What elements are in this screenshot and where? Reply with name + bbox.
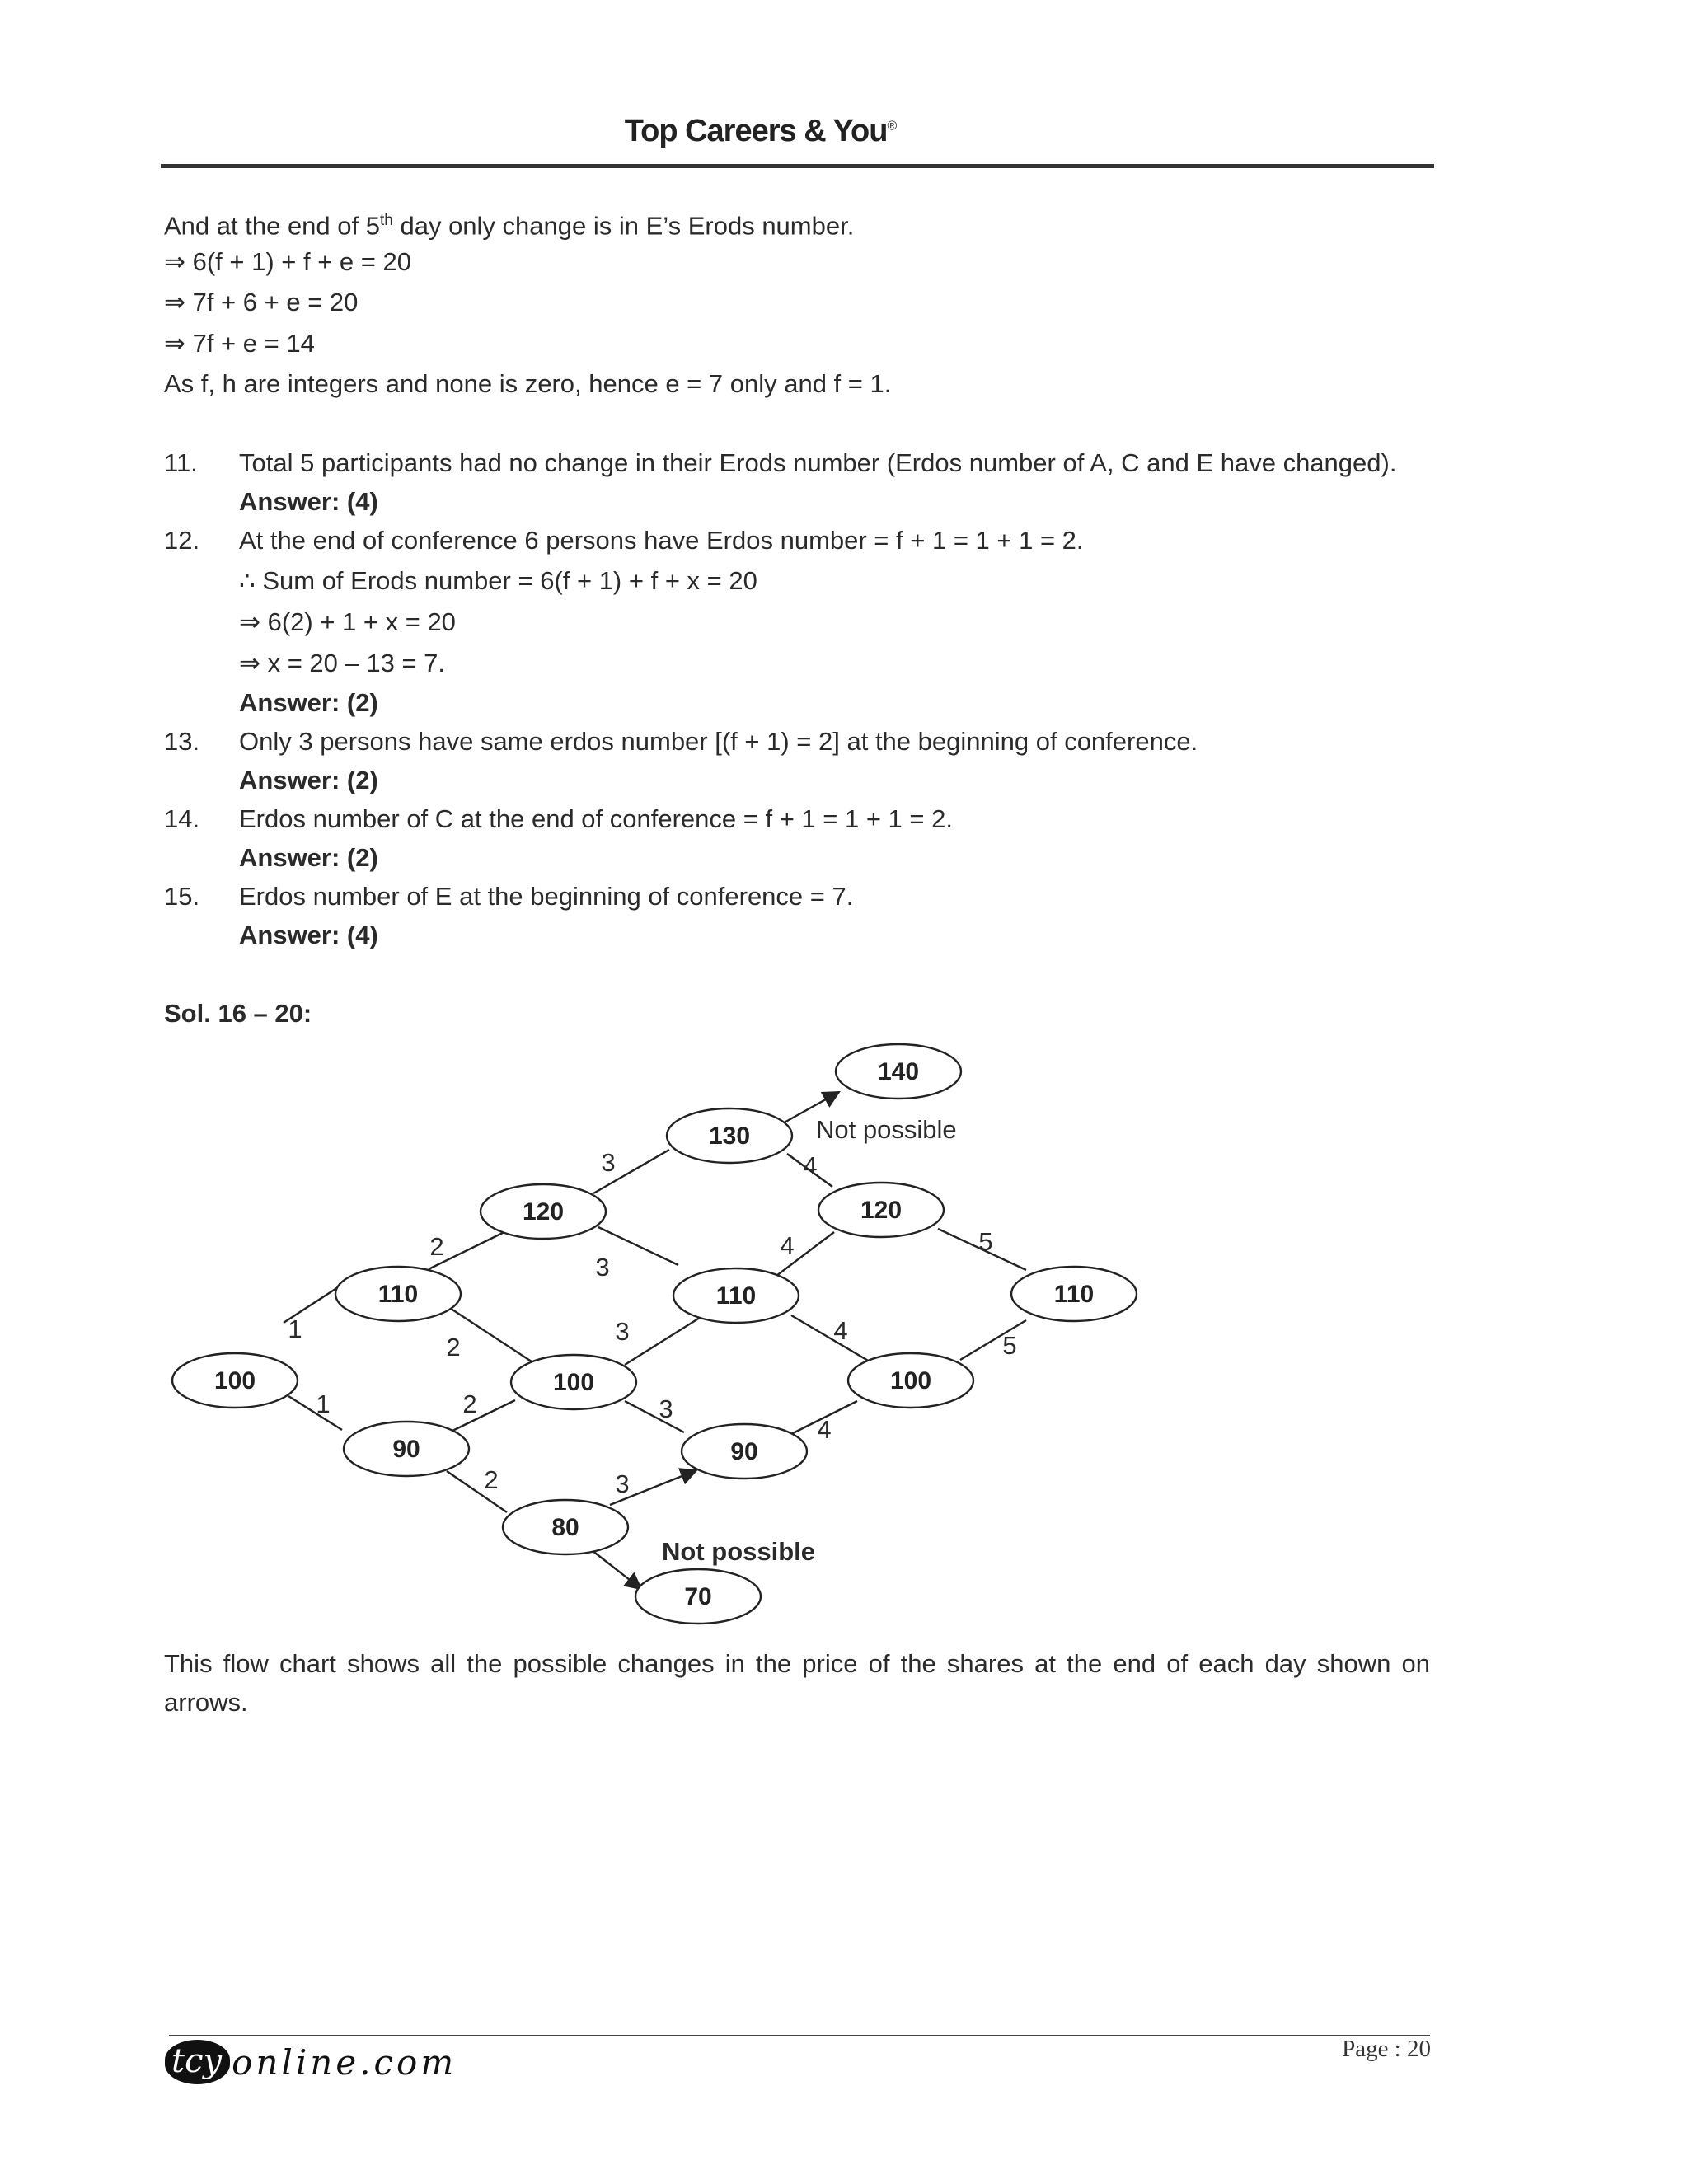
node-label: 70: [684, 1583, 712, 1610]
question-number: 13.: [164, 727, 200, 756]
not-possible-label-bottom: Not possible: [662, 1537, 816, 1566]
node-label: 80: [551, 1514, 579, 1541]
edge-label: 2: [484, 1465, 499, 1494]
edge-label: 4: [833, 1316, 848, 1345]
edge-label: 4: [817, 1415, 832, 1444]
node-label: 130: [708, 1122, 751, 1150]
answer: Answer: (4): [239, 921, 378, 949]
edge-label: 4: [803, 1151, 818, 1180]
node-label: 90: [730, 1438, 758, 1465]
node-label: 110: [715, 1282, 757, 1310]
node-label: 120: [522, 1198, 565, 1226]
conclusion-line: As f, h are integers and none is zero, hence e = 7 only and f = 1.: [164, 369, 892, 398]
answer: Answer: (2): [239, 688, 378, 717]
edge-120-110: [598, 1227, 678, 1265]
node-label: 100: [213, 1367, 256, 1394]
question-text: ⇒ x = 20 – 13 = 7.: [239, 649, 446, 677]
tcyonline-logo: [165, 2040, 457, 2089]
flow-nodes: [172, 1044, 1137, 1624]
solution-heading: Sol. 16 – 20:: [164, 999, 312, 1028]
question-text: Erdos number of E at the beginning of conference = 7.: [239, 882, 854, 911]
question-number: 15.: [164, 882, 200, 911]
node-label: 140: [877, 1058, 920, 1085]
node-label: 90: [392, 1436, 420, 1463]
answer: Answer: (2): [239, 766, 378, 794]
edge-80-70-arrow: [592, 1550, 641, 1589]
footer-rule: [169, 2035, 1430, 2036]
edge-label: 5: [978, 1227, 993, 1256]
equation: ⇒ 7f + e = 14: [164, 329, 315, 358]
equation: ⇒ 6(f + 1) + f + e = 20: [164, 247, 411, 276]
edge-label: 3: [615, 1469, 630, 1498]
edge-100-90b: [625, 1401, 684, 1432]
answer: Answer: (2): [239, 843, 378, 872]
logo-text: online.com: [232, 2041, 457, 2083]
page-number: Page : 20: [1342, 2036, 1431, 2062]
node-label: 110: [1053, 1281, 1095, 1308]
question-text: At the end of conference 6 persons have Erdos number = f + 1 = 1 + 1 = 2.: [239, 526, 1084, 555]
edge-100-110b: [625, 1316, 702, 1365]
node-label: 100: [889, 1367, 932, 1394]
closing-paragraph: This flow chart shows all the possible changes in the price of the shares at the end of each day shown on arrows.: [164, 1649, 1430, 1717]
question-number: 14.: [164, 804, 200, 833]
question-text: ∴ Sum of Erods number = 6(f + 1) + f + x = 20: [239, 566, 757, 595]
edge-label: 1: [288, 1315, 302, 1343]
node-label: 120: [860, 1197, 903, 1224]
edge-label: 1: [316, 1390, 331, 1418]
page-header-title: Top Careers & You®: [624, 114, 897, 148]
edge-label: 3: [659, 1394, 673, 1423]
question-text: Erdos number of C at the end of conference = f + 1 = 1 + 1 = 2.: [239, 804, 953, 833]
not-possible-label-top: Not possible: [816, 1115, 957, 1144]
logo-badge: tcy: [165, 2040, 230, 2084]
question-text: Only 3 persons have same erdos number [(f + 1) = 2] at the beginning of conference.: [239, 727, 1198, 756]
edge-label: 3: [595, 1253, 610, 1282]
edge-110-100b: [791, 1315, 874, 1364]
question-number: 11.: [164, 448, 198, 477]
edge-label: 5: [1002, 1331, 1017, 1360]
question-number: 12.: [164, 526, 200, 555]
question-text: Total 5 participants had no change in their Erods number (Erdos number of A, C and E have changed).: [239, 448, 1397, 477]
edge-90-100: [449, 1400, 515, 1432]
edge-label: 3: [601, 1148, 616, 1177]
node-label: 100: [552, 1369, 595, 1396]
edge-label: 2: [446, 1333, 461, 1361]
node-label: 110: [377, 1281, 419, 1308]
answer: Answer: (4): [239, 487, 378, 516]
intro-line: And at the end of 5th day only change is in E’s Erods number.: [164, 211, 855, 241]
flow-edges: [284, 1092, 1026, 1589]
edge-label: 2: [429, 1232, 444, 1261]
edge-label: 3: [615, 1317, 630, 1346]
equation: ⇒ 7f + 6 + e = 20: [164, 288, 359, 316]
question-text: ⇒ 6(2) + 1 + x = 20: [239, 607, 456, 636]
edge-label: 2: [462, 1390, 477, 1418]
node-labels: [214, 1058, 1094, 1610]
edge-label: 4: [780, 1231, 795, 1260]
